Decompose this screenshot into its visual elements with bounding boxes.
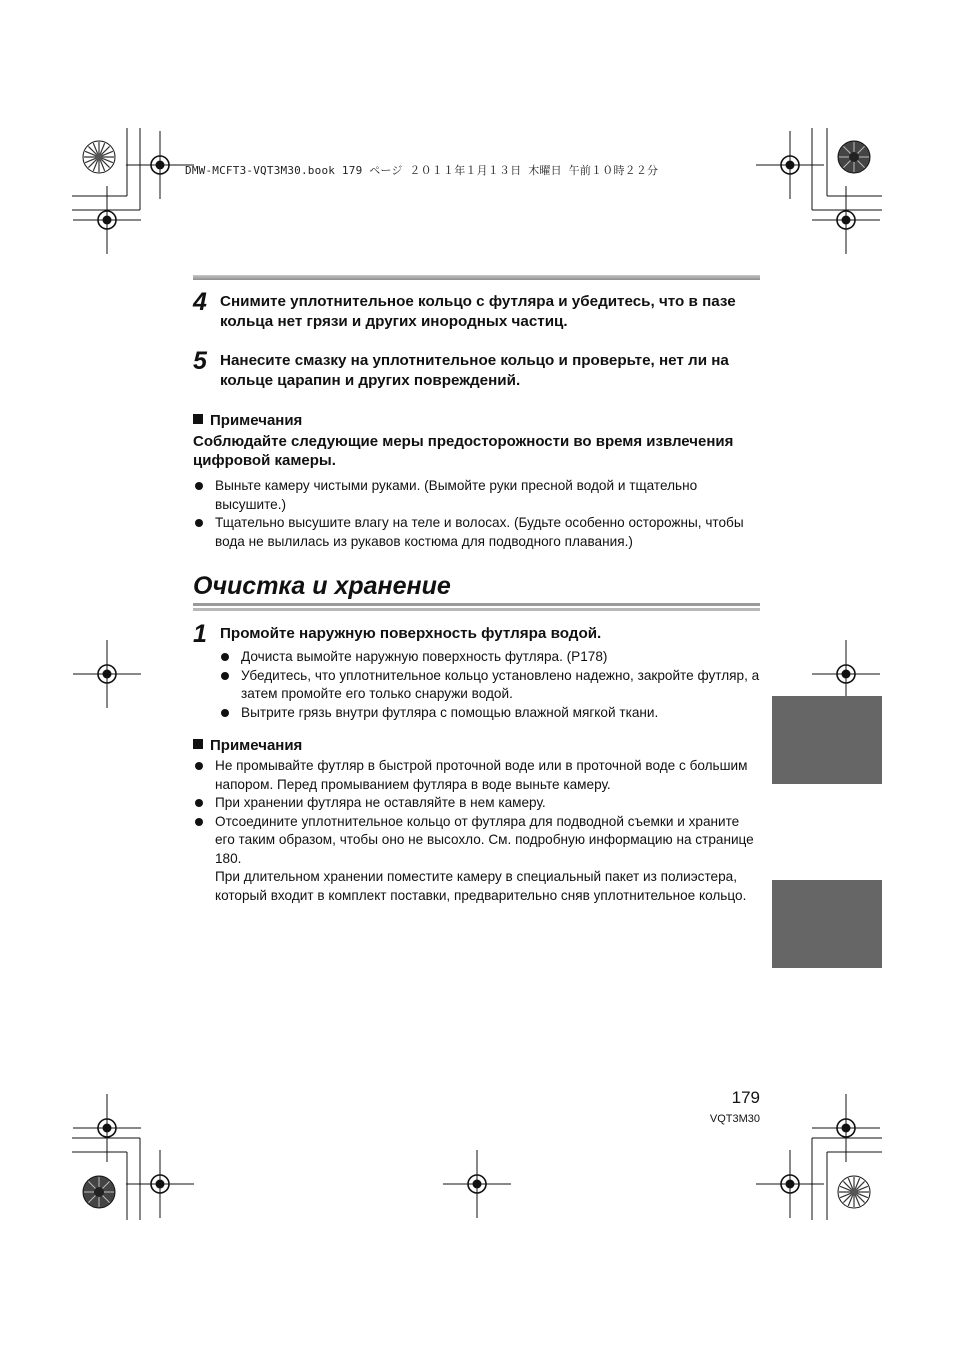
side-tab-lower xyxy=(772,880,882,968)
notes-heading: Примечания xyxy=(193,411,302,431)
step-text: Промойте наружную поверхность футляра водой. xyxy=(220,625,602,642)
list-item: Убедитесь, что уплотнительное кольцо установлено надежно, закройте футляр, а затем промойте его только снаружи водой. xyxy=(219,667,761,704)
list-item: Дочиста вымойте наружную поверхность футляра. (P178) xyxy=(219,648,761,667)
side-tab-upper xyxy=(772,696,882,784)
list-item: Вытрите грязь внутри футляра с помощью влажной мягкой ткани. xyxy=(219,704,761,723)
step-number: 1 xyxy=(193,620,207,648)
model-code: VQT3M30 xyxy=(709,1113,760,1125)
print-header: DMW-MCFT3-VQT3M30.book 179 ページ ２０１１年１月１３日 木曜日 午前１０時２２分 xyxy=(185,164,659,177)
notes-heading: Примечания xyxy=(193,736,302,756)
section-title: Очистка и хранение xyxy=(193,572,451,600)
notes1-list xyxy=(193,477,761,551)
square-bullet-icon xyxy=(193,414,203,424)
step-1 xyxy=(193,620,761,648)
notes2-list xyxy=(193,757,761,905)
list-item: При хранении футляра не оставляйте в нем камеру. xyxy=(193,794,761,813)
list-item: Выньте камеру чистыми руками. (Вымойте руки пресной водой и тщательно высушите.) xyxy=(193,477,761,514)
section-divider-secondary xyxy=(193,608,760,611)
list-item-continuation: При длительном хранении поместите камеру в специальный пакет из полиэстера, который входит в комплект поставки, предварительно сняв уплотнительное кольцо. xyxy=(215,869,747,903)
cleaning-list xyxy=(219,648,761,722)
top-divider xyxy=(193,275,760,280)
step-number: 5 xyxy=(193,347,207,375)
step-4 xyxy=(193,288,761,332)
section-divider xyxy=(193,603,760,606)
step-text: Нанесите смазку на уплотнительное кольцо и проверьте, нет ли на кольце царапин и других повреждений. xyxy=(220,352,729,389)
square-bullet-icon xyxy=(193,739,203,749)
list-item: Тщательно высушите влагу на теле и волосах. (Будьте особенно осторожны, чтобы вода не вылилась из рукавов костюма для подводного плавания.) xyxy=(193,514,761,551)
list-item: Отсоедините уплотнительное кольцо от футляра для подводной съемки и храните его таким образом, чтобы оно не высохло. См. подробную информацию на странице 180. При длительном хранении поместите камеру в специальный пакет из полиэстера, который входит в комплект поставки, предварительно сняв уплотнительное кольцо. xyxy=(193,813,761,906)
step-5 xyxy=(193,347,761,391)
step-number: 4 xyxy=(193,288,207,316)
notes-warning: Соблюдайте следующие меры предосторожности во время извлечения цифровой камеры. xyxy=(193,433,734,469)
page-number: 179 xyxy=(731,1088,760,1107)
step-text: Снимите уплотнительное кольцо с футляра и убедитесь, что в пазе кольца нет грязи и других инородных частиц. xyxy=(220,293,736,330)
list-item: Не промывайте футляр в быстрой проточной воде или в проточной воде с большим напором. Перед промыванием футляра в воде выньте камеру. xyxy=(193,757,761,794)
